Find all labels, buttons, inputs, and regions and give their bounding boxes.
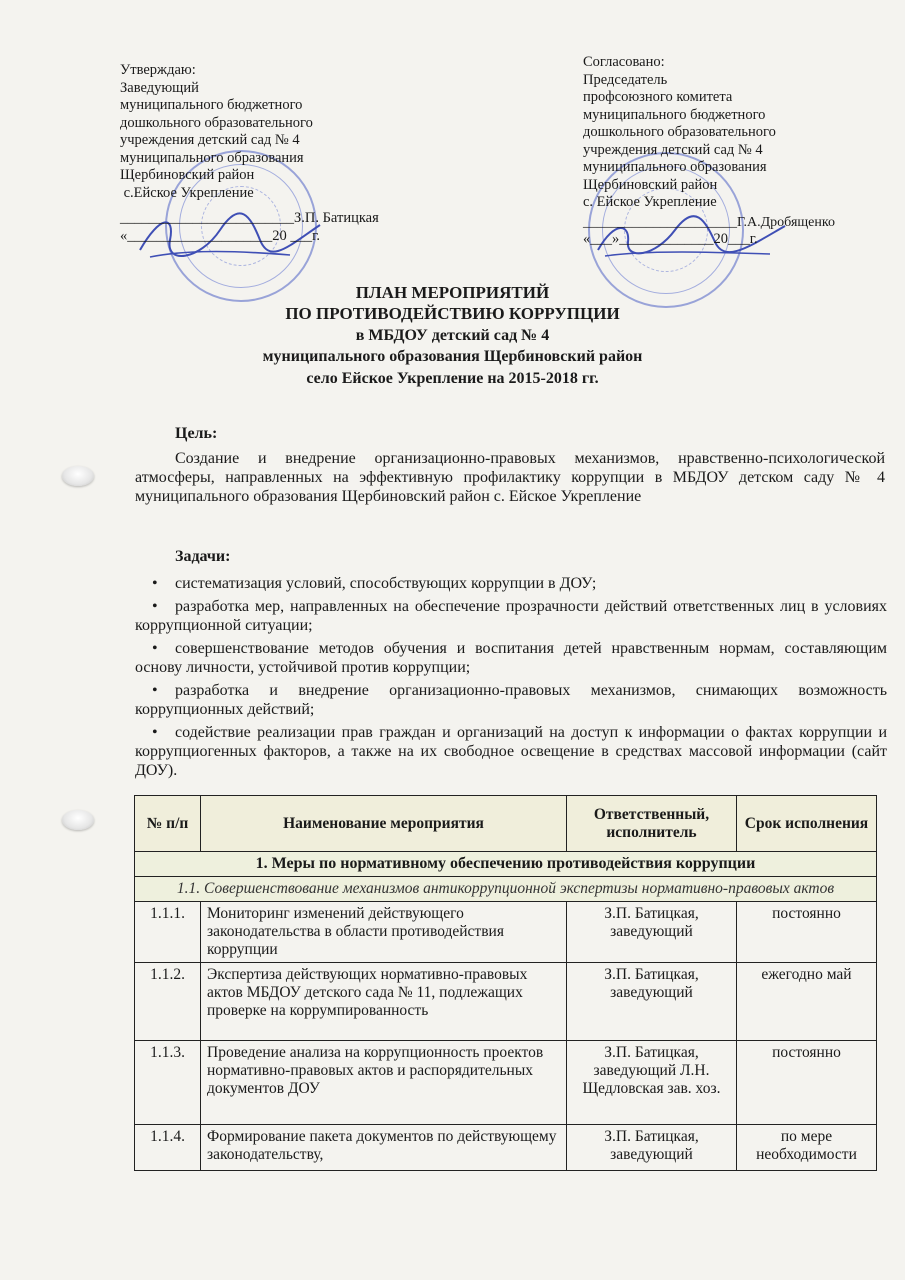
table-header-row xyxy=(135,796,877,852)
header-name: Наименование мероприятия xyxy=(201,796,567,852)
row-num: 1.1.4. xyxy=(135,1125,201,1171)
approval-block xyxy=(120,62,379,245)
punch-hole-bottom xyxy=(62,810,94,830)
agreement-date-line: «___»_____________20___г. xyxy=(583,231,758,247)
agreement-block xyxy=(583,54,835,249)
approval-date-line: «____________________20 ___г. xyxy=(120,227,321,244)
goal-text: Создание и внедрение организационно-правовых механизмов, нравственно-психологической атмосферы, направленных на эффективную профилактику коррупции в МБДОУ детском саду № 4 муниципального образования Щербиновский район с. Ейское Укрепление xyxy=(135,450,885,505)
approval-line: Утверждаю: xyxy=(120,62,196,78)
agreement-line: Согласовано: xyxy=(583,54,665,70)
goal-label: Цель: xyxy=(175,425,218,442)
tasks-list xyxy=(135,574,887,784)
task-item: • разработка мер, направленных на обеспечение прозрачности действий ответственных лиц в условиях коррупционной ситуации; xyxy=(135,597,887,635)
document-title-line-5: село Ейское Укрепление на 2015-2018 гг. xyxy=(306,370,599,387)
table-row xyxy=(135,902,877,963)
agreement-line: муниципального образования xyxy=(583,159,767,175)
table-row xyxy=(135,1125,877,1171)
task-item: • систематизация условий, способствующих коррупции в ДОУ; xyxy=(135,574,887,593)
row-term: постоянно xyxy=(737,902,877,963)
row-num: 1.1.1. xyxy=(135,902,201,963)
agreement-line: муниципального бюджетного xyxy=(583,106,766,123)
table-row xyxy=(135,1041,877,1125)
approval-line: муниципального образования xyxy=(120,149,304,166)
agreement-line: Щербиновский район xyxy=(583,176,718,193)
approval-line: с.Ейское Укрепление xyxy=(120,184,254,201)
row-responsible: З.П. Батицкая, заведующий Л.Н. Щедловская зав. хоз. xyxy=(567,1041,737,1125)
approval-line: Заведующий xyxy=(120,79,199,96)
row-name: Экспертиза действующих нормативно-правовых актов МБДОУ детского сада № 11, подлежащих проверке на коррумпированность xyxy=(201,963,567,1041)
approval-signature-line: ________________________З.П. Батицкая xyxy=(120,210,379,226)
row-name: Формирование пакета документов по действующему законодательству, xyxy=(201,1125,567,1171)
section-row xyxy=(135,852,877,877)
document-title-line-1: ПЛАН МЕРОПРИЯТИЙ xyxy=(355,283,550,302)
row-responsible: З.П. Батицкая, заведующий xyxy=(567,963,737,1041)
agreement-signature-line: ______________________Г.А.Дробященко xyxy=(583,214,835,230)
header-num: № п/п xyxy=(135,796,201,852)
agreement-line: дошкольного образовательного xyxy=(583,124,776,140)
tasks-label: Задачи: xyxy=(175,548,231,565)
subsection-row xyxy=(135,877,877,902)
agreement-line: профсоюзного комитета xyxy=(583,89,733,105)
agreement-line: Председатель xyxy=(583,71,668,88)
approval-line: Щербиновский район xyxy=(120,167,255,183)
row-responsible: З.П. Батицкая, заведующий xyxy=(567,902,737,963)
row-term: постоянно xyxy=(737,1041,877,1125)
row-responsible: З.П. Батицкая, заведующий xyxy=(567,1125,737,1171)
table-row xyxy=(135,963,877,1041)
header-term: Срок исполнения xyxy=(737,796,877,852)
approval-line: дошкольного образовательного xyxy=(120,114,313,131)
row-name: Проведение анализа на коррупционность проектов нормативно-правовых актов и распорядительных документов ДОУ xyxy=(201,1041,567,1125)
task-item: • содействие реализации прав граждан и организаций на доступ к информации о фактах коррупции и коррупциогенных факторов, а также на их свободное освещение в средствах массовой информации (сайт ДОУ). xyxy=(135,723,887,780)
document-title-line-2: ПО ПРОТИВОДЕЙСТВИЮ КОРРУПЦИИ xyxy=(285,304,620,323)
agreement-line: с. Ейское Укрепление xyxy=(583,194,717,210)
task-item: • совершенствование методов обучения и воспитания детей нравственным нормам, составляющим основу личности, устойчивой против коррупции; xyxy=(135,639,887,677)
document-title-line-3: в МБДОУ детский сад № 4 xyxy=(355,327,550,344)
subsection-title: 1.1. Совершенствование механизмов антикоррупционной экспертизы нормативно-правовых актов xyxy=(135,877,877,902)
row-num: 1.1.2. xyxy=(135,963,201,1041)
header-responsible: Ответственный, исполнитель xyxy=(567,796,737,852)
agreement-line: учреждения детский сад № 4 xyxy=(583,141,763,158)
punch-hole-top xyxy=(62,466,94,486)
row-num: 1.1.3. xyxy=(135,1041,201,1125)
row-name: Мониторинг изменений действующего законодательства в области противодействия коррупции xyxy=(201,902,567,963)
task-item: • разработка и внедрение организационно-правовых механизмов, снимающих возможность коррупционных действий; xyxy=(135,681,887,719)
document-title-line-4: муниципального образования Щербиновский район xyxy=(262,348,643,365)
row-term: ежегодно май xyxy=(737,963,877,1041)
plan-table xyxy=(134,795,877,1171)
section-title: 1. Меры по нормативному обеспечению противодействия коррупции xyxy=(135,852,877,877)
approval-line: муниципального бюджетного xyxy=(120,97,303,113)
approval-line: учреждения детский сад № 4 xyxy=(120,132,300,148)
row-term: по мере необходимости xyxy=(737,1125,877,1171)
